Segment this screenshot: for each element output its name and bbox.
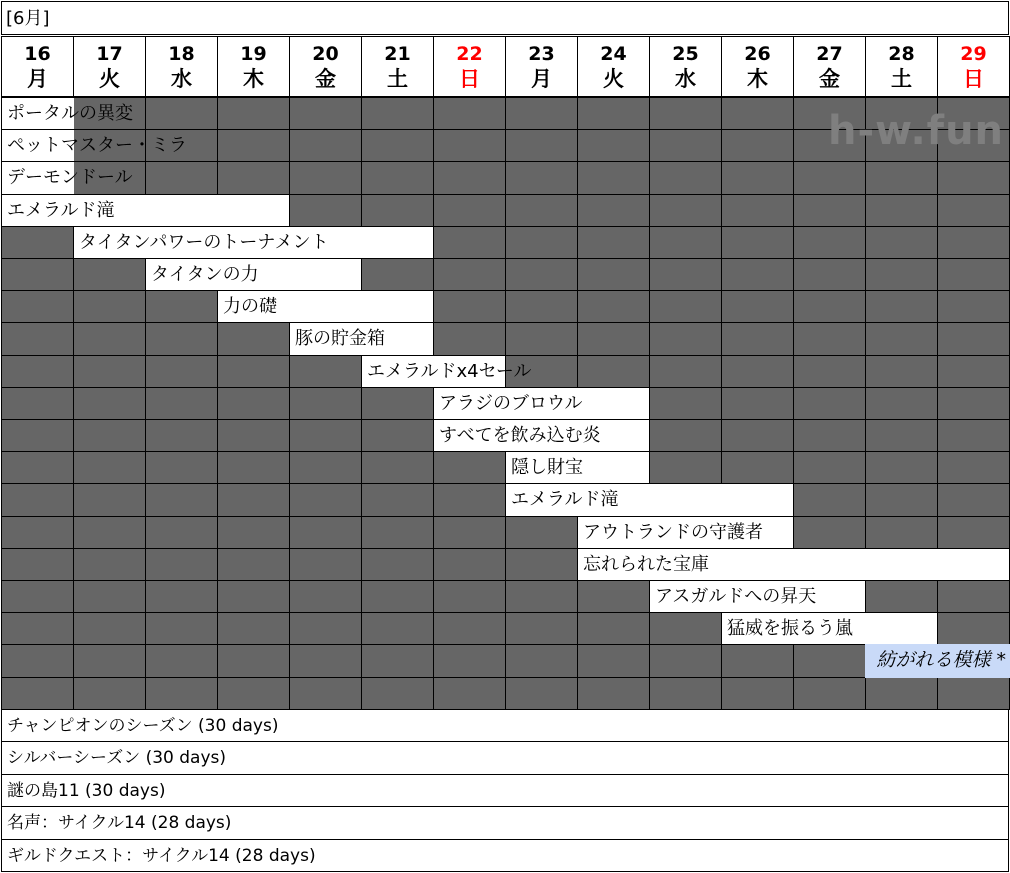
grid-cell[interactable] (73, 580, 146, 613)
grid-cell[interactable] (649, 290, 722, 323)
day-header-26[interactable] (721, 36, 794, 97)
grid-cell[interactable] (721, 355, 794, 388)
grid-cell[interactable] (649, 644, 722, 677)
event-label: アスガルドへの昇天 (655, 586, 817, 607)
grid-cell[interactable] (289, 419, 362, 452)
grid-cell[interactable] (361, 580, 434, 613)
event-bar[interactable] (577, 516, 794, 549)
grid-cell[interactable] (433, 677, 506, 710)
grid-cell[interactable] (721, 161, 794, 194)
day-number: 21 (384, 43, 411, 65)
grid-cell[interactable] (865, 226, 938, 259)
day-number: 17 (96, 43, 123, 65)
grid-cell[interactable] (145, 97, 218, 130)
grid-cell[interactable] (145, 548, 218, 581)
grid-cell[interactable] (721, 97, 794, 130)
grid-cell[interactable] (217, 355, 290, 388)
event-bar[interactable] (1, 161, 133, 194)
grid-cell[interactable] (145, 580, 218, 613)
grid-cell[interactable] (793, 419, 866, 452)
grid-cell[interactable] (793, 194, 866, 227)
grid-cell[interactable] (793, 451, 866, 484)
event-bar[interactable] (1, 129, 187, 162)
event-bar[interactable] (649, 580, 866, 613)
grid-cell[interactable] (361, 644, 434, 677)
grid-cell[interactable] (505, 516, 578, 549)
grid-cell[interactable] (649, 677, 722, 710)
grid-cell[interactable] (577, 612, 650, 645)
day-header-27[interactable] (793, 36, 866, 97)
grid-cell[interactable] (937, 516, 1010, 549)
month-label[interactable]: [6月] (1, 1, 1009, 35)
grid-cell[interactable] (865, 580, 938, 613)
grid-cell[interactable] (865, 258, 938, 291)
event-label: ポータルの異変 (7, 103, 133, 124)
grid-cell[interactable] (937, 677, 1010, 710)
grid-cell[interactable] (433, 548, 506, 581)
grid-cell[interactable] (577, 194, 650, 227)
grid-cell[interactable] (577, 355, 650, 388)
grid-cell[interactable] (217, 129, 290, 162)
grid-cell[interactable] (73, 483, 146, 516)
grid-cell[interactable] (505, 548, 578, 581)
grid-cell[interactable] (793, 258, 866, 291)
grid-cell[interactable] (1, 258, 74, 291)
grid-cell[interactable] (433, 322, 506, 355)
grid-cell[interactable] (73, 612, 146, 645)
grid-cell[interactable] (865, 483, 938, 516)
grid-cell[interactable] (1, 451, 74, 484)
grid-cell[interactable] (937, 258, 1010, 291)
day-header-17[interactable] (73, 36, 146, 97)
grid-cell[interactable] (217, 644, 290, 677)
grid-cell[interactable] (289, 644, 362, 677)
grid-cell[interactable] (289, 387, 362, 420)
grid-cell[interactable] (289, 483, 362, 516)
grid-cell[interactable] (577, 322, 650, 355)
grid-cell[interactable] (73, 451, 146, 484)
grid-cell[interactable] (361, 194, 434, 227)
grid-cell[interactable] (1, 355, 74, 388)
grid-cell[interactable] (73, 548, 146, 581)
grid-cell[interactable] (937, 161, 1010, 194)
day-number: 27 (816, 43, 843, 65)
grid-cell[interactable] (721, 129, 794, 162)
grid-cell[interactable] (649, 194, 722, 227)
event-label: 豚の貯金箱 (295, 328, 385, 350)
day-number: 19 (240, 43, 267, 65)
event-label: ペットマスター・ミラ (7, 135, 187, 157)
day-number: 24 (600, 43, 627, 65)
grid-cell[interactable] (289, 677, 362, 710)
grid-cell[interactable] (937, 451, 1010, 484)
grid-cell[interactable] (793, 483, 866, 516)
grid-cell[interactable] (433, 97, 506, 130)
event-bar[interactable] (577, 548, 1010, 581)
grid-cell[interactable] (289, 97, 362, 130)
grid-cell[interactable] (217, 580, 290, 613)
grid-cell[interactable] (721, 419, 794, 452)
grid-cell[interactable] (73, 387, 146, 420)
grid-cell[interactable] (289, 516, 362, 549)
grid-cell[interactable] (937, 322, 1010, 355)
grid-cell[interactable] (721, 226, 794, 259)
grid-cell[interactable] (577, 258, 650, 291)
grid-cell[interactable] (1, 483, 74, 516)
grid-cell[interactable] (217, 677, 290, 710)
grid-cell[interactable] (145, 451, 218, 484)
grid-cell[interactable] (721, 677, 794, 710)
weekday-label: 日 (459, 67, 480, 91)
grid-cell[interactable] (721, 290, 794, 323)
grid-cell[interactable] (217, 419, 290, 452)
grid-cell[interactable] (289, 161, 362, 194)
grid-cell[interactable] (217, 322, 290, 355)
grid-cell[interactable] (649, 451, 722, 484)
grid-cell[interactable] (361, 129, 434, 162)
day-header-21[interactable] (361, 36, 434, 97)
grid-cell[interactable] (937, 612, 1010, 645)
grid-cell[interactable] (289, 355, 362, 388)
event-label: エメラルド滝 (7, 199, 115, 221)
day-header-16[interactable] (1, 36, 74, 97)
grid-cell[interactable] (865, 677, 938, 710)
event-bar[interactable] (433, 387, 650, 420)
grid-cell[interactable] (73, 677, 146, 710)
grid-cell[interactable] (289, 548, 362, 581)
day-header-19[interactable] (217, 36, 290, 97)
grid-cell[interactable] (217, 548, 290, 581)
event-label: アウトランドの守護者 (583, 521, 763, 543)
grid-cell[interactable] (1, 612, 74, 645)
grid-cell[interactable] (73, 258, 146, 291)
grid-cell[interactable] (217, 516, 290, 549)
grid-cell[interactable] (289, 451, 362, 484)
weekday-label: 水 (675, 67, 696, 91)
event-label: 隠し財宝 (511, 457, 583, 479)
grid-cell[interactable] (937, 387, 1010, 420)
grid-cell[interactable] (505, 677, 578, 710)
grid-cell[interactable] (433, 451, 506, 484)
weekday-label: 木 (747, 67, 768, 91)
grid-cell[interactable] (361, 516, 434, 549)
grid-cell[interactable] (865, 290, 938, 323)
day-header-29[interactable] (937, 36, 1010, 97)
watermark-text: h-w.fun (828, 108, 1005, 154)
grid-cell[interactable] (1, 580, 74, 613)
grid-cell[interactable] (649, 97, 722, 130)
grid-cell[interactable] (793, 322, 866, 355)
day-number: 26 (744, 43, 771, 65)
grid-cell[interactable] (433, 226, 506, 259)
grid-cell[interactable] (73, 419, 146, 452)
weekday-label: 日 (963, 67, 984, 91)
event-label: エメラルドx4セール (367, 360, 532, 382)
grid-cell[interactable] (361, 161, 434, 194)
grid-cell[interactable] (217, 161, 290, 194)
grid-cell[interactable] (937, 483, 1010, 516)
grid-cell[interactable] (289, 129, 362, 162)
grid-cell[interactable] (361, 677, 434, 710)
grid-cell[interactable] (721, 387, 794, 420)
grid-cell[interactable] (865, 516, 938, 549)
grid-cell[interactable] (793, 387, 866, 420)
grid-cell[interactable] (217, 612, 290, 645)
day-number: 28 (888, 43, 915, 65)
grid-cell[interactable] (505, 290, 578, 323)
grid-cell[interactable] (433, 580, 506, 613)
event-bar[interactable] (361, 355, 532, 388)
grid-cell[interactable] (145, 290, 218, 323)
grid-cell[interactable] (793, 226, 866, 259)
event-bar[interactable] (217, 290, 434, 323)
grid-cell[interactable] (145, 355, 218, 388)
grid-cell[interactable] (73, 290, 146, 323)
event-label: 忘れられた宝庫 (583, 553, 709, 575)
grid-cell[interactable] (289, 612, 362, 645)
grid-cell[interactable] (289, 194, 362, 227)
grid-cell[interactable] (793, 290, 866, 323)
weekday-label: 水 (171, 67, 192, 91)
grid-cell[interactable] (865, 322, 938, 355)
grid-cell[interactable] (361, 451, 434, 484)
grid-cell[interactable] (649, 322, 722, 355)
grid-cell[interactable] (433, 516, 506, 549)
grid-cell[interactable] (721, 258, 794, 291)
grid-cell[interactable] (793, 677, 866, 710)
grid-cell[interactable] (937, 290, 1010, 323)
grid-cell[interactable] (649, 612, 722, 645)
grid-cell[interactable] (505, 322, 578, 355)
grid-cell[interactable] (145, 387, 218, 420)
grid-cell[interactable] (937, 580, 1010, 613)
weekday-label: 火 (603, 67, 624, 91)
grid-cell[interactable] (577, 161, 650, 194)
event-bar[interactable] (73, 226, 434, 259)
grid-cell[interactable] (577, 129, 650, 162)
season-row[interactable]: 名声：サイクル14 (28 days) (1, 806, 1009, 839)
grid-cell[interactable] (433, 483, 506, 516)
weekday-label: 土 (387, 67, 408, 91)
grid-cell[interactable] (433, 644, 506, 677)
grid-cell[interactable] (1, 548, 74, 581)
grid-cell[interactable] (505, 97, 578, 130)
event-label: 紡がれる模様 * (876, 649, 1006, 672)
day-number: 22 (456, 43, 483, 65)
grid-cell[interactable] (649, 355, 722, 388)
grid-cell[interactable] (793, 355, 866, 388)
grid-cell[interactable] (577, 226, 650, 259)
grid-cell[interactable] (505, 226, 578, 259)
grid-cell[interactable] (73, 355, 146, 388)
grid-cell[interactable] (217, 97, 290, 130)
grid-cell[interactable] (145, 161, 218, 194)
grid-cell[interactable] (937, 355, 1010, 388)
grid-cell[interactable] (649, 419, 722, 452)
grid-cell[interactable] (793, 516, 866, 549)
grid-cell[interactable] (145, 419, 218, 452)
grid-cell[interactable] (577, 97, 650, 130)
grid-cell[interactable] (865, 194, 938, 227)
grid-cell[interactable] (505, 580, 578, 613)
event-label: 猛威を振るう嵐 (727, 618, 853, 640)
day-number: 20 (312, 43, 339, 65)
event-bar[interactable] (505, 451, 650, 484)
grid-cell[interactable] (721, 644, 794, 677)
weekday-label: 月 (27, 67, 48, 91)
grid-cell[interactable] (505, 161, 578, 194)
grid-cell[interactable] (217, 483, 290, 516)
grid-cell[interactable] (361, 387, 434, 420)
grid-cell[interactable] (937, 226, 1010, 259)
grid-cell[interactable] (145, 322, 218, 355)
weekday-label: 火 (99, 67, 120, 91)
grid-cell[interactable] (433, 161, 506, 194)
season-row[interactable]: ギルドクエスト：サイクル14 (28 days) (1, 839, 1009, 872)
grid-cell[interactable] (505, 612, 578, 645)
grid-cell[interactable] (1, 387, 74, 420)
grid-cell[interactable] (865, 451, 938, 484)
grid-cell[interactable] (433, 129, 506, 162)
event-label: タイタンパワーのトーナメント (79, 231, 329, 253)
grid-cell[interactable] (937, 194, 1010, 227)
grid-cell[interactable] (145, 612, 218, 645)
grid-cell[interactable] (793, 161, 866, 194)
grid-cell[interactable] (721, 194, 794, 227)
grid-cell[interactable] (433, 194, 506, 227)
grid-cell[interactable] (1, 516, 74, 549)
day-header-23[interactable] (505, 36, 578, 97)
grid-cell[interactable] (361, 97, 434, 130)
weekday-label: 土 (891, 67, 912, 91)
season-row[interactable]: 謎の島11 (30 days) (1, 774, 1009, 807)
grid-cell[interactable] (577, 677, 650, 710)
grid-cell[interactable] (865, 161, 938, 194)
grid-cell[interactable] (145, 516, 218, 549)
grid-cell[interactable] (505, 194, 578, 227)
grid-cell[interactable] (577, 644, 650, 677)
grid-cell[interactable] (1, 226, 74, 259)
grid-cell[interactable] (289, 580, 362, 613)
day-number: 29 (960, 43, 987, 65)
grid-cell[interactable] (1, 644, 74, 677)
day-header-25[interactable] (649, 36, 722, 97)
season-row[interactable]: シルバーシーズン (30 days) (1, 741, 1009, 774)
grid-cell[interactable] (649, 258, 722, 291)
event-label: アラジのブロウル (439, 392, 583, 414)
day-header-28[interactable] (865, 36, 938, 97)
grid-cell[interactable] (577, 580, 650, 613)
grid-cell[interactable] (721, 322, 794, 355)
day-number: 25 (672, 43, 699, 65)
grid-cell[interactable] (433, 258, 506, 291)
grid-cell[interactable] (649, 129, 722, 162)
grid-cell[interactable] (73, 644, 146, 677)
grid-cell[interactable] (1, 677, 74, 710)
event-bar[interactable] (721, 612, 938, 645)
grid-cell[interactable] (1, 419, 74, 452)
grid-cell[interactable] (361, 419, 434, 452)
grid-cell[interactable] (721, 451, 794, 484)
grid-cell[interactable] (217, 451, 290, 484)
grid-cell[interactable] (505, 129, 578, 162)
weekday-label: 金 (819, 67, 840, 91)
event-bar[interactable] (865, 644, 1010, 677)
grid-cell[interactable] (145, 483, 218, 516)
grid-cell[interactable] (145, 677, 218, 710)
grid-cell[interactable] (865, 387, 938, 420)
grid-cell[interactable] (361, 258, 434, 291)
grid-cell[interactable] (361, 612, 434, 645)
grid-cell[interactable] (649, 161, 722, 194)
day-header-22[interactable] (433, 36, 506, 97)
event-label: すべてを飲み込む炎 (439, 425, 601, 446)
grid-cell[interactable] (433, 290, 506, 323)
day-header-18[interactable] (145, 36, 218, 97)
event-label: エメラルド滝 (511, 489, 619, 511)
grid-cell[interactable] (865, 419, 938, 452)
grid-cell[interactable] (649, 226, 722, 259)
day-number: 16 (24, 43, 51, 65)
grid-cell[interactable] (145, 644, 218, 677)
grid-cell[interactable] (217, 387, 290, 420)
day-number: 18 (168, 43, 195, 65)
day-header-24[interactable] (577, 36, 650, 97)
event-bar[interactable] (1, 194, 290, 227)
grid-cell[interactable] (73, 516, 146, 549)
event-label: デーモンドール (7, 167, 133, 189)
event-bar[interactable] (145, 258, 362, 291)
event-label: 力の礎 (223, 296, 277, 318)
event-bar[interactable] (505, 483, 794, 516)
grid-cell[interactable] (865, 355, 938, 388)
grid-cell[interactable] (433, 612, 506, 645)
grid-cell[interactable] (1, 322, 74, 355)
weekday-label: 木 (243, 67, 264, 91)
grid-cell[interactable] (361, 483, 434, 516)
event-bar[interactable] (433, 419, 650, 452)
grid-cell[interactable] (577, 290, 650, 323)
weekday-label: 月 (531, 67, 552, 91)
season-row[interactable]: チャンピオンのシーズン (30 days) (1, 709, 1009, 742)
grid-cell[interactable] (937, 419, 1010, 452)
event-bar[interactable] (1, 97, 133, 130)
grid-cell[interactable] (505, 258, 578, 291)
grid-cell[interactable] (73, 322, 146, 355)
grid-cell[interactable] (649, 387, 722, 420)
event-bar[interactable] (289, 322, 434, 355)
day-header-20[interactable] (289, 36, 362, 97)
event-label: タイタンの力 (151, 264, 259, 285)
weekday-label: 金 (315, 67, 336, 91)
grid-cell[interactable] (505, 644, 578, 677)
grid-cell[interactable] (1, 290, 74, 323)
grid-cell[interactable] (361, 548, 434, 581)
day-number: 23 (528, 43, 555, 65)
